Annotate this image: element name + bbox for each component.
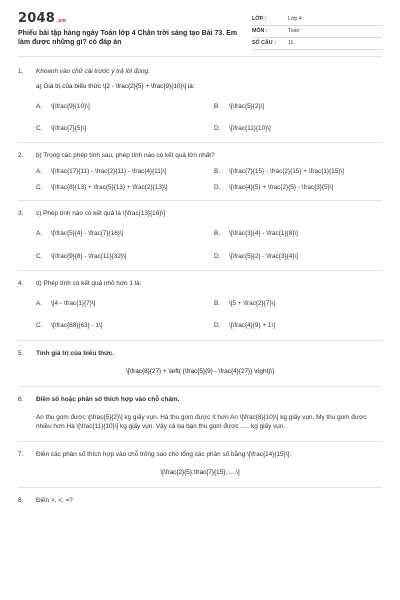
question-line (18, 209, 382, 218)
divider (18, 441, 382, 442)
option-d[interactable] (214, 124, 382, 133)
option-letter: A. (36, 168, 43, 176)
question-5 (18, 349, 382, 377)
option-letter: B. (214, 300, 221, 308)
option-a[interactable] (36, 167, 204, 176)
option-b[interactable] (214, 229, 382, 238)
divider (18, 386, 382, 387)
option-letter: B. (214, 230, 221, 238)
question-line (18, 151, 382, 160)
meta-row-class (252, 14, 382, 26)
divider (18, 487, 382, 488)
divider (18, 200, 382, 201)
option-c[interactable] (36, 183, 204, 192)
option-text: \[5 + \frac{2}{7}\] (229, 300, 276, 308)
option-d[interactable] (214, 183, 382, 192)
question-1 (18, 67, 382, 133)
option-a[interactable] (36, 102, 204, 111)
question-number: 4. (18, 279, 24, 287)
question-line (18, 67, 382, 76)
question-number: 6. (18, 396, 24, 404)
option-letter: C. (36, 183, 43, 191)
option-text: \[\frac{7}{5}\] (51, 124, 87, 132)
option-b[interactable] (214, 167, 382, 176)
option-text: \[\frac{5}{2} - \frac{3}{4}\] (229, 252, 298, 260)
option-d[interactable] (214, 252, 382, 261)
meta-value: 11 (288, 39, 294, 46)
option-letter: D. (214, 322, 221, 330)
option-text: \[\frac{4}{5} + \frac{2}{5} - \frac{3}{5}\] (229, 183, 334, 191)
options (18, 167, 382, 192)
option-text: \[\frac{4}{9} + 1\] (229, 322, 276, 330)
option-letter: C. (36, 252, 43, 260)
divider (18, 340, 382, 341)
question-text: b) Trong các phép tính sau, phép tính nào có kết quả lớn nhất? (36, 152, 215, 160)
question-instruction: Khoanh vào chữ cái trước ý trả lời đúng. (36, 68, 150, 75)
question-paragraph: An thu gom được \[\frac{5}{2}\] kg giấy vụn. Hà thu gom được ít hơn An \[\frac{8}{10}\] kg giấy vụn. My thu gom được nhiều hơn Hà \[\frac{11}{10}\] kg giấy vụn. Vậy cả ba bạn thu gom được ..... kg giấy vụn. (36, 413, 367, 431)
math-expression: \[\frac{2}{5};\frac{7}{15}; ....\] (160, 468, 240, 476)
option-letter: D. (214, 252, 221, 260)
question-text: Điền các phân số thích hợp vào chỗ trống sao cho tổng các phân số bằng \[\frac{14}{15}\]: (36, 451, 292, 459)
question-line (18, 279, 382, 288)
option-a[interactable] (36, 299, 204, 308)
question-6 (18, 395, 382, 432)
question-line (18, 349, 382, 358)
option-text: \[\frac{7}{15} - \frac{2}{15} + \frac{1}{15}\] (229, 168, 344, 176)
question-4 (18, 279, 382, 331)
option-letter: B. (214, 102, 221, 110)
option-letter: D. (214, 183, 221, 191)
meta-label: MÔN : (252, 27, 268, 34)
question-line (18, 496, 382, 505)
question-text: Tính giá trị của biểu thức. (36, 349, 115, 357)
option-text: \[\frac{68}{63} - 1\] (51, 322, 103, 330)
meta-value: Toán (288, 27, 300, 34)
options (18, 102, 382, 134)
question-8 (18, 496, 382, 505)
question-number: 1. (18, 68, 24, 75)
question-text: d) Phép tính có kết quả nhỏ hơn 1 là: (36, 279, 142, 287)
option-text: \[\frac{17}{11} - \frac{2}{11} - \frac{4}{11}\] (51, 168, 167, 176)
option-b[interactable] (214, 299, 382, 308)
question-text: c) Phép tính nào có kết quả là \[\frac{13}{16}\] (36, 209, 165, 217)
option-b[interactable] (214, 102, 382, 111)
question-number: 3. (18, 209, 24, 217)
question-line (18, 395, 382, 404)
option-letter: C. (36, 322, 43, 330)
divider (18, 270, 382, 271)
option-letter: A. (36, 300, 43, 308)
question-number: 2. (18, 152, 24, 160)
option-letter: A. (36, 102, 43, 110)
question-2 (18, 151, 382, 192)
divider (18, 142, 382, 143)
question-7 (18, 450, 382, 477)
question-number: 7. (18, 451, 24, 459)
meta-table (252, 14, 382, 50)
site-logo[interactable] (18, 12, 238, 25)
question-text: Điền số hoặc phân số thích hợp vào chỗ chấm. (36, 396, 180, 404)
option-letter: D. (214, 124, 221, 132)
meta-row-count (252, 38, 382, 50)
page-title: Phiếu bài tập hàng ngày Toán lớp 4 Chân trời sáng tạo Bài 73. Em làm được những gì? có đáp án (18, 30, 238, 47)
question-number: 5. (18, 349, 24, 357)
option-letter: A. (36, 230, 43, 238)
logo-main: 2048 (18, 11, 55, 26)
question-line (18, 450, 382, 459)
option-text: \[\frac{9}{10}\] (51, 102, 90, 110)
question-number: 8. (18, 496, 24, 504)
option-d[interactable] (214, 321, 382, 330)
header-left (18, 12, 238, 48)
question-text: Điền >, <, =? (36, 496, 73, 504)
meta-row-subject (252, 26, 382, 38)
options (18, 299, 382, 331)
option-a[interactable] (36, 229, 204, 238)
option-c[interactable] (36, 124, 204, 133)
math-expression: \[\frac{8}{27} + \left( {\frac{5}{9} - \frac{4}{27}} \right)\] (126, 367, 274, 375)
question-subtext: a) Giá trị của biểu thức \[2 - \frac{2}{5} + \frac{9}{10}\] là: (36, 83, 195, 91)
meta-value: Lớp 4 (288, 15, 302, 22)
option-text: \[\frac{11}{10}\] (229, 124, 271, 132)
meta-label: SỐ CÂU : (252, 39, 276, 46)
option-c[interactable] (36, 321, 204, 330)
question-3 (18, 209, 382, 261)
option-text: \[\frac{5}{2}\] (229, 102, 265, 110)
option-text: \[\frac{5}{4} - \frac{7}{16}\] (51, 230, 124, 238)
option-text: \[\frac{8}{13} + \frac{5}{13} + \frac{2}{13}\] (51, 183, 168, 191)
header (18, 12, 382, 50)
divider (18, 56, 382, 57)
option-text: \[\frac{3}{4} - \frac{1}{8}\] (229, 230, 298, 238)
option-c[interactable] (36, 252, 204, 261)
option-letter: B. (214, 168, 221, 176)
option-letter: C. (36, 124, 43, 132)
option-text: \[4 - \frac{1}{7}\] (51, 300, 96, 308)
option-text: \[\frac{9}{8} - \frac{11}{32}\] (51, 252, 127, 260)
logo-suffix: .vn (55, 18, 67, 24)
options (18, 229, 382, 261)
meta-label: LỚP : (252, 15, 267, 22)
